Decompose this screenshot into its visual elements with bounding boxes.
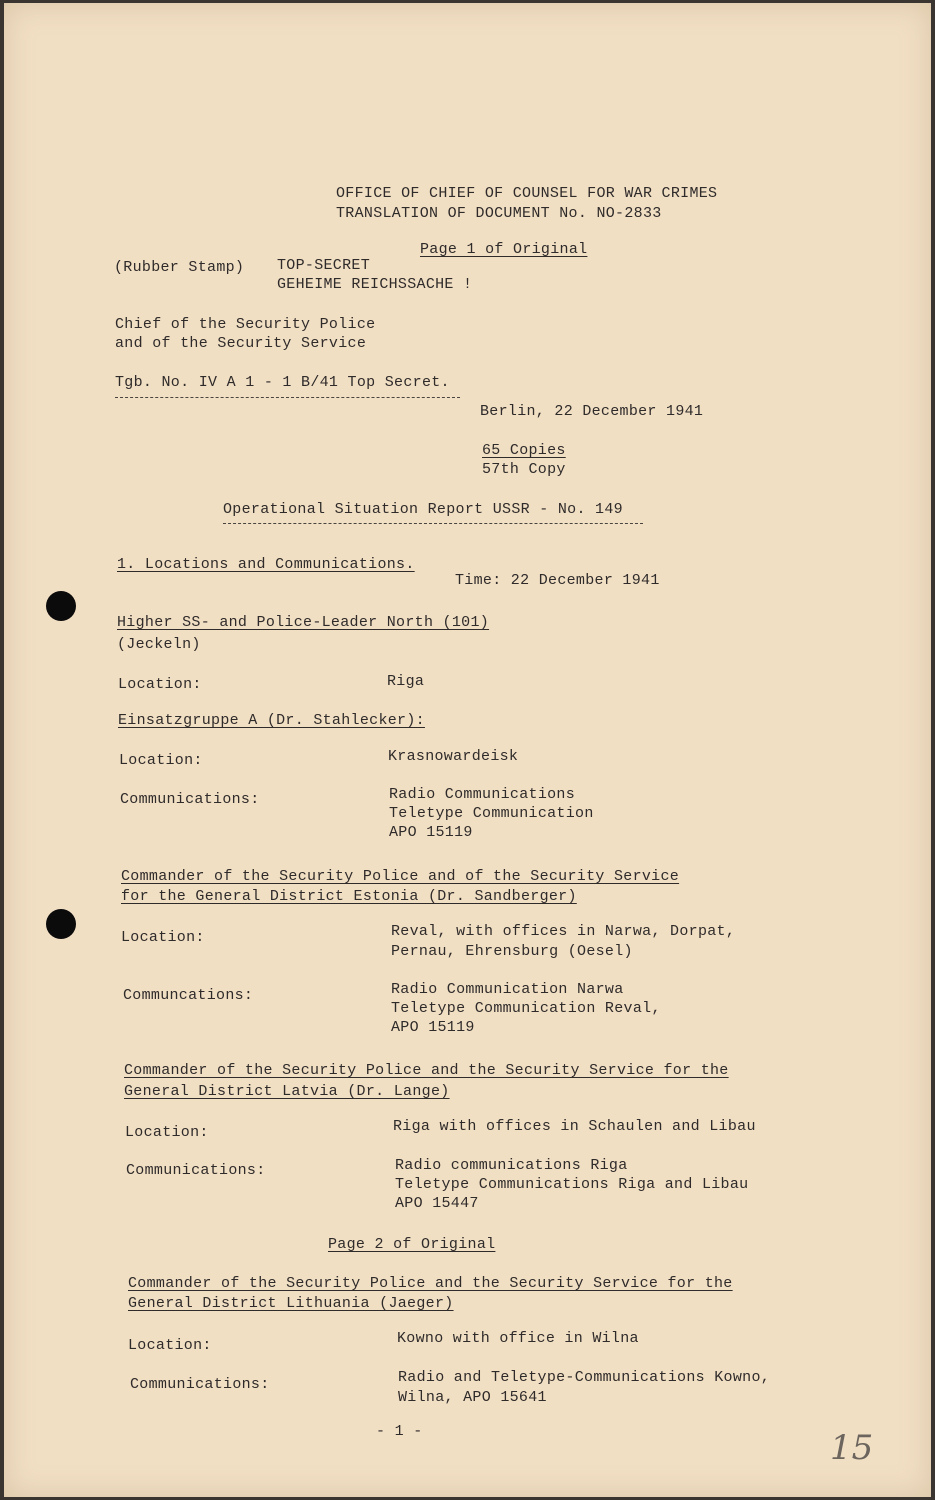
lithuania-comm-1: Radio and Teletype-Communications Kowno, <box>398 1369 771 1386</box>
estonia-comm-1: Radio Communication Narwa <box>391 981 624 998</box>
translation-line: TRANSLATION OF DOCUMENT No. NO-2833 <box>336 205 662 222</box>
stamp-line-1: TOP-SECRET <box>277 257 371 274</box>
punch-hole-upper <box>46 591 76 621</box>
latvia-location: Riga with offices in Schaulen and Libau <box>393 1118 756 1135</box>
punch-hole-lower <box>46 909 76 939</box>
lithuania-location-label: Location: <box>128 1337 212 1354</box>
lithuania-title-2: General District Lithuania (Jaeger) <box>128 1295 454 1312</box>
copies-total: 65 Copies <box>482 442 566 459</box>
hsspf-subtitle: (Jeckeln) <box>117 636 201 653</box>
report-title-underline <box>223 523 643 524</box>
section-heading: 1. Locations and Communications. <box>117 556 415 573</box>
latvia-comm-1: Radio communications Riga <box>395 1157 628 1174</box>
hsspf-location: Riga <box>387 673 425 690</box>
estonia-title-2: for the General District Estonia (Dr. Sandberger) <box>121 888 577 905</box>
einsatzgruppe-title: Einsatzgruppe A (Dr. Stahlecker): <box>118 712 425 729</box>
office-line: OFFICE OF CHIEF OF COUNSEL FOR WAR CRIMES <box>336 185 718 202</box>
lithuania-comm-2: Wilna, APO 15641 <box>398 1389 547 1406</box>
latvia-title-1: Commander of the Security Police and the Security Service for the <box>124 1062 729 1079</box>
einsatzgruppe-comm-3: APO 15119 <box>389 824 473 841</box>
einsatzgruppe-comm-label: Communications: <box>120 791 260 808</box>
page-number: - 1 - <box>376 1423 423 1440</box>
einsatzgruppe-comm-2: Teletype Communication <box>389 805 594 822</box>
estonia-location-1: Reval, with offices in Narwa, Dorpat, <box>391 923 736 940</box>
section-time: Time: 22 December 1941 <box>455 572 660 589</box>
date-line: Berlin, 22 December 1941 <box>480 403 704 420</box>
einsatzgruppe-location-label: Location: <box>119 752 203 769</box>
latvia-comm-3: APO 15447 <box>395 1195 479 1212</box>
report-title: Operational Situation Report USSR - No. 149 <box>223 501 623 518</box>
lithuania-title-1: Commander of the Security Police and the Security Service for the <box>128 1275 733 1292</box>
latvia-comm-label: Communications: <box>126 1162 266 1179</box>
reference-underline <box>115 397 460 398</box>
latvia-title-2: General District Latvia (Dr. Lange) <box>124 1083 450 1100</box>
copy-number: 57th Copy <box>482 461 566 478</box>
estonia-title-1: Commander of the Security Police and of the Security Service <box>121 868 680 885</box>
latvia-comm-2: Teletype Communications Riga and Libau <box>395 1176 749 1193</box>
stamp-label: (Rubber Stamp) <box>114 259 245 276</box>
sender-line-1: Chief of the Security Police <box>115 316 376 333</box>
einsatzgruppe-location: Krasnowardeisk <box>388 748 519 765</box>
lithuania-location: Kowno with office in Wilna <box>397 1330 639 1347</box>
einsatzgruppe-comm-1: Radio Communications <box>389 786 576 803</box>
document-page <box>4 3 931 1497</box>
latvia-location-label: Location: <box>125 1124 209 1141</box>
hsspf-title: Higher SS- and Police-Leader North (101) <box>117 614 490 631</box>
reference-number: Tgb. No. IV A 1 - 1 B/41 Top Secret. <box>115 374 450 391</box>
estonia-location-2: Pernau, Ehrensburg (Oesel) <box>391 943 633 960</box>
hsspf-location-label: Location: <box>118 676 202 693</box>
handwritten-page-number: 15 <box>830 1428 874 1468</box>
page-ref-1: Page 1 of Original <box>420 241 588 258</box>
estonia-location-label: Location: <box>121 929 205 946</box>
stamp-line-2: GEHEIME REICHSSACHE ! <box>277 276 473 293</box>
estonia-comm-label: Communcations: <box>123 987 254 1004</box>
page-ref-2: Page 2 of Original <box>328 1236 496 1253</box>
sender-line-2: and of the Security Service <box>115 335 367 352</box>
estonia-comm-3: APO 15119 <box>391 1019 475 1036</box>
estonia-comm-2: Teletype Communication Reval, <box>391 1000 661 1017</box>
lithuania-comm-label: Communications: <box>130 1376 270 1393</box>
